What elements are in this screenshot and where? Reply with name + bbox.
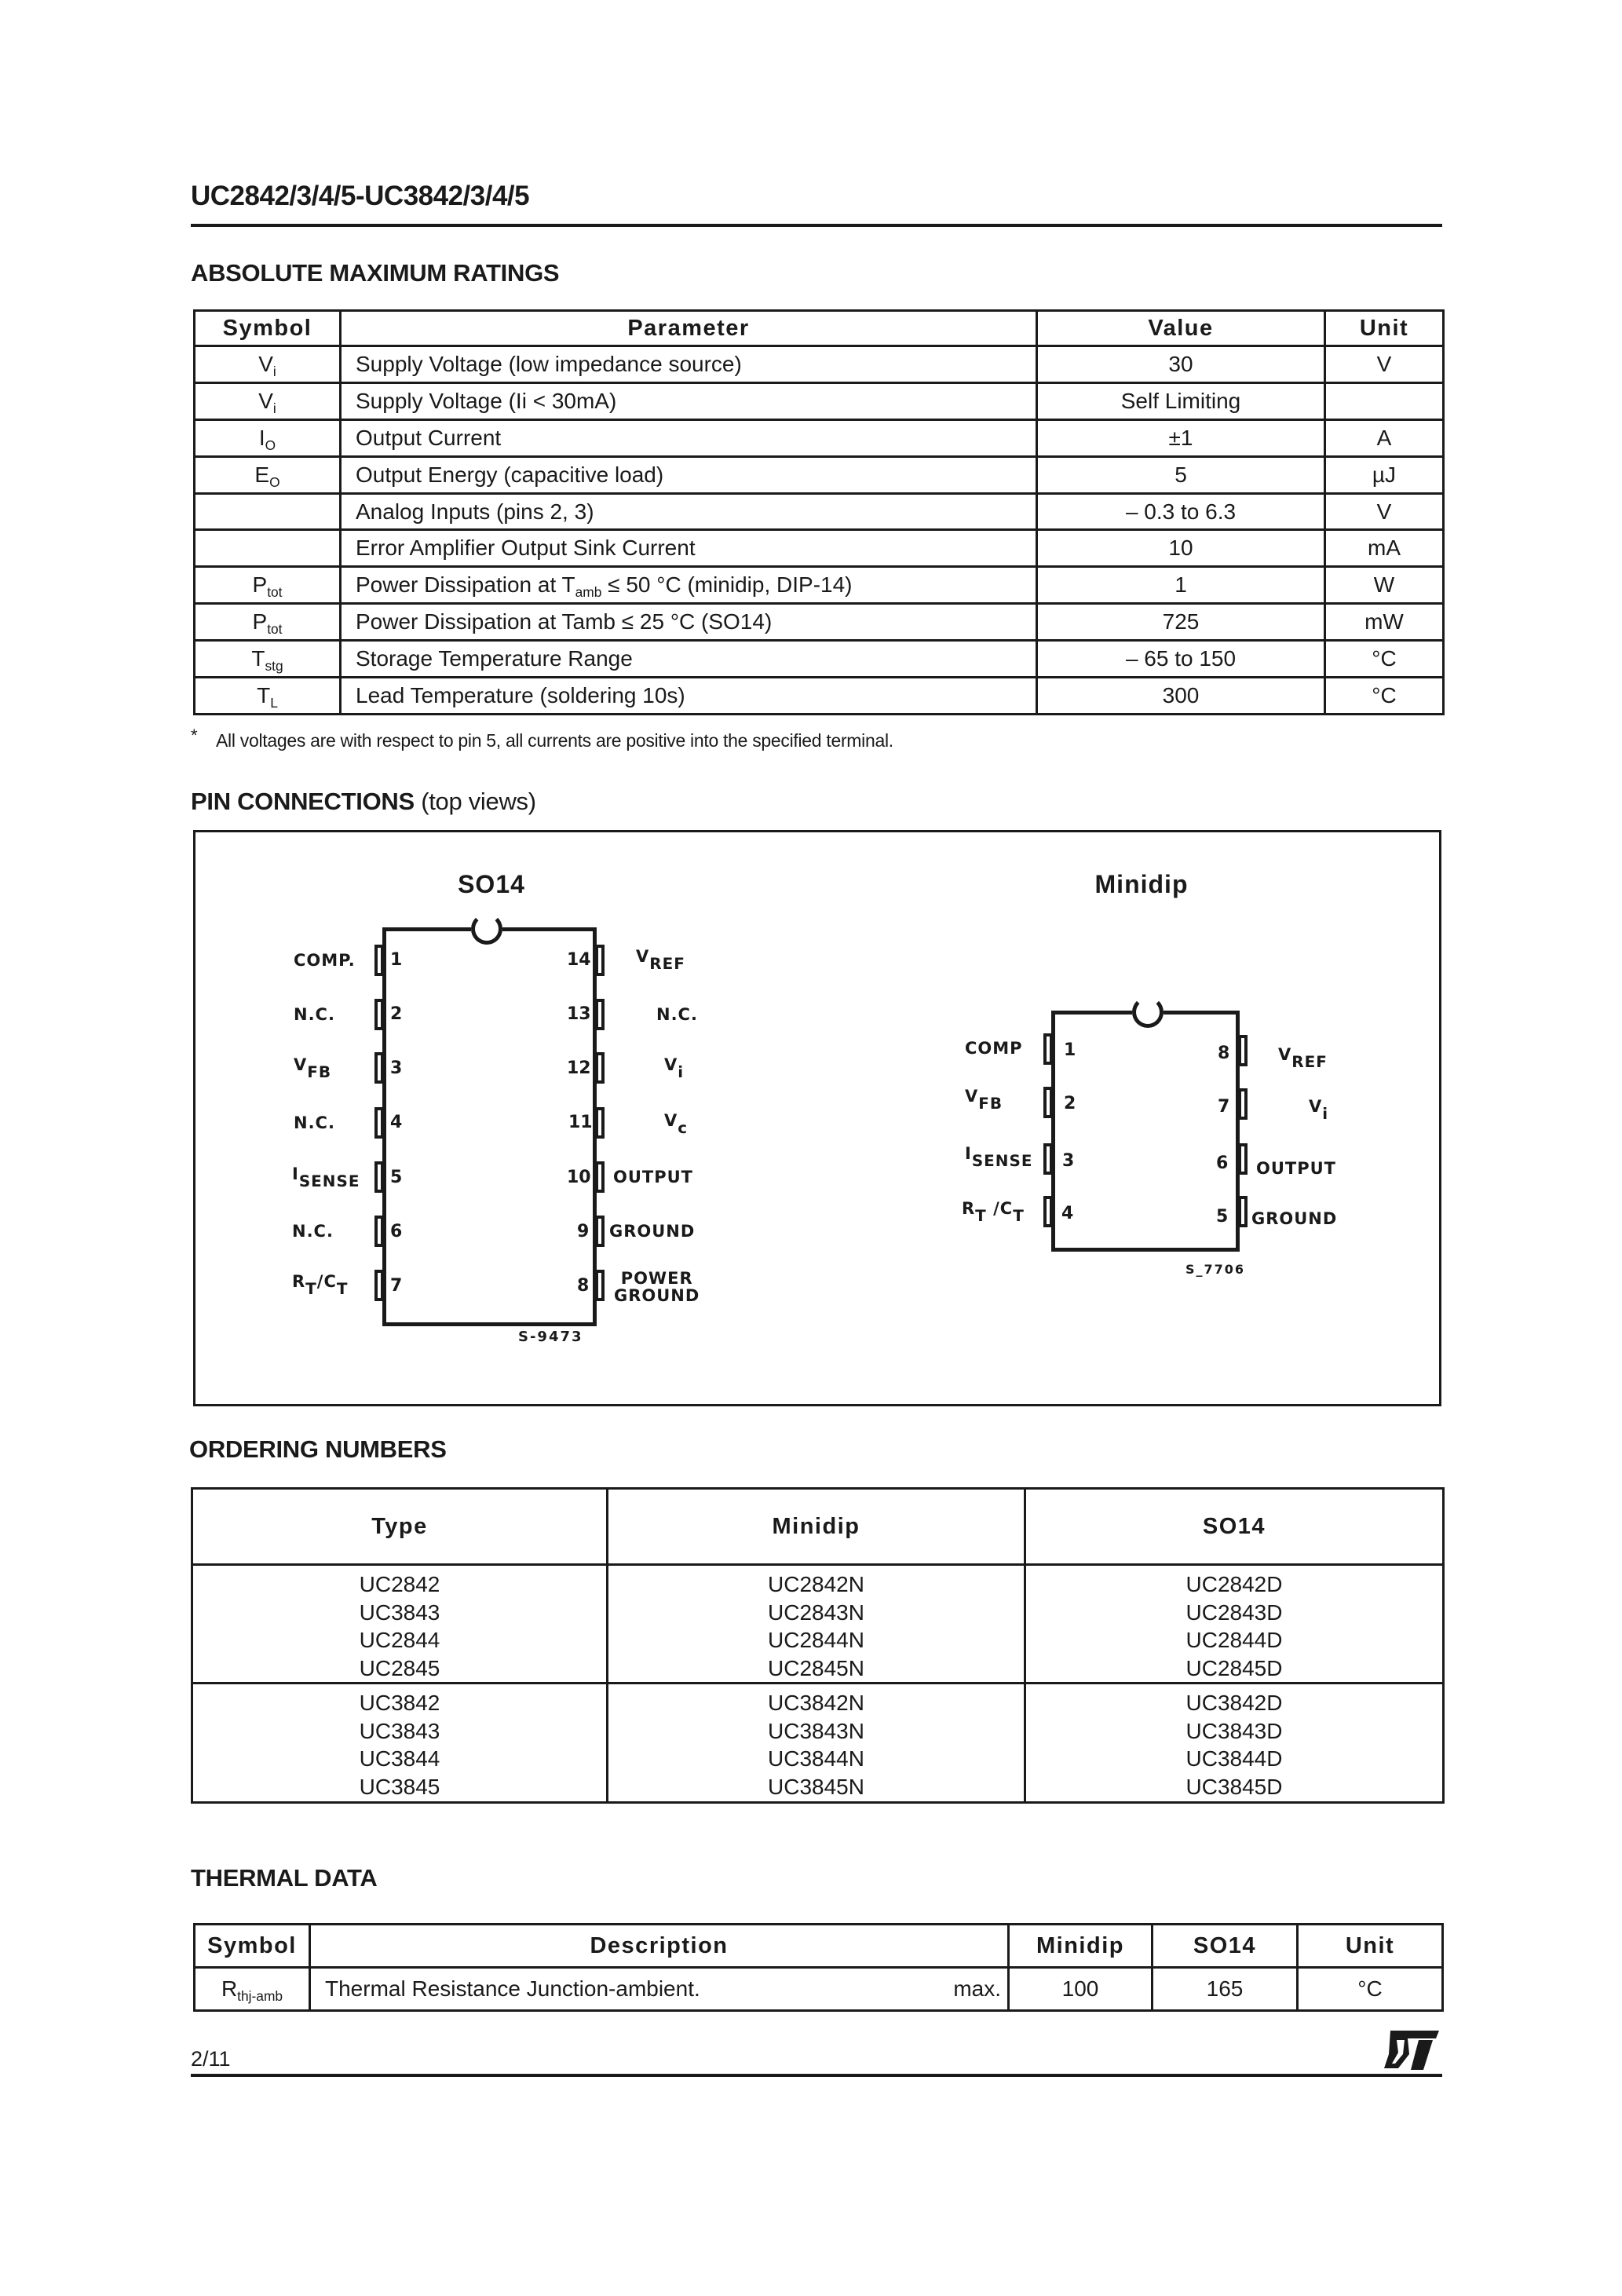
unit-cell: A (1325, 419, 1444, 456)
parameter-cell: Supply Voltage (Ii < 30mA) (341, 382, 1037, 419)
so14-lead (595, 1052, 605, 1084)
part-number: UC2844D (1185, 1628, 1283, 1652)
parameter-cell: Supply Voltage (low impedance source) (341, 346, 1037, 383)
minidip-pin-label-isense: $I_{SENSE}$ (965, 1144, 1033, 1170)
minidip-pin-label-output: OUTPUT (1256, 1159, 1336, 1178)
part-number: UC2845 (359, 1655, 440, 1680)
minidip-lead (1238, 1088, 1248, 1120)
so14-lead (374, 1107, 384, 1139)
so14-lead (595, 1270, 605, 1301)
description-text: Thermal Resistance Junction-ambient. (325, 1976, 700, 2001)
minidip-pin-label-vfb: $V_{FB}$ (965, 1087, 1003, 1113)
description-cell (310, 1968, 1009, 2011)
minidip-lead (1043, 1196, 1053, 1227)
minidip-pin-number: 5 (1216, 1207, 1229, 1227)
so14-lead (595, 945, 605, 976)
value-cell: 5 (1037, 456, 1325, 493)
symbol-cell: $T_{stg}$ (195, 641, 341, 678)
minidip-pin-label-rt-ct: $R_T$ $/C_T$ (962, 1199, 1025, 1225)
parameter-cell: Error Amplifier Output Sink Current (341, 530, 1037, 567)
part-number: UC3843 (359, 1600, 440, 1625)
part-number: UC3843D (1185, 1718, 1283, 1743)
qualifier-text: max. (953, 1976, 1001, 2001)
unit-cell: V (1325, 346, 1444, 383)
unit-cell: mW (1325, 604, 1444, 641)
unit-cell: °C (1325, 641, 1444, 678)
minidip-title: Minidip (1094, 870, 1189, 898)
parameter-cell: Power Dissipation at Tamb ≤ 25 °C (SO14) (341, 604, 1037, 641)
so14-pin-label-vref: $V_{REF}$ (636, 947, 685, 973)
part-number: UC3843 (359, 1718, 440, 1743)
table-row (195, 493, 1444, 530)
minidip-lead (1238, 1196, 1248, 1227)
part-number: UC2842N (768, 1572, 864, 1596)
so14-pin-number: 13 (567, 1004, 591, 1024)
part-number: UC3845N (768, 1774, 864, 1799)
table-header-row (192, 1489, 1444, 1565)
minidip-cell (608, 1684, 1025, 1803)
section-title-pin-connections (191, 788, 536, 816)
column-header: SO14 (1025, 1489, 1444, 1565)
part-number: UC3845 (359, 1774, 440, 1799)
pin-connections-title: PIN CONNECTIONS (191, 788, 415, 815)
so14-pin-label-comp: COMP. (294, 951, 356, 970)
footnote-text: All voltages are with respect to pin 5, all currents are positive into the specified terminal. (216, 730, 893, 751)
minidip-lead (1238, 1035, 1248, 1066)
unit-cell (1325, 382, 1444, 419)
so14-pin-label-vfb: $V_{FB}$ (294, 1055, 332, 1081)
so14-pin-label-vc: $V_c$ (664, 1111, 689, 1137)
column-header: Unit (1298, 1925, 1443, 1968)
pin-connections-subtitle: (top views) (421, 788, 536, 815)
section-title-thermal-data: THERMAL DATA (191, 1864, 378, 1892)
part-number: UC2845N (768, 1655, 864, 1680)
unit-cell: µJ (1325, 456, 1444, 493)
so14-pin-label-nc: N.C. (294, 1005, 335, 1024)
so14-pin-label-isense: $I_{SENSE}$ (292, 1164, 360, 1190)
minidip-lead (1043, 1033, 1053, 1065)
value-cell: Self Limiting (1037, 382, 1325, 419)
part-number: UC2842 (359, 1572, 440, 1596)
so14-pin-label-output: OUTPUT (613, 1168, 693, 1186)
minidip-pin-number: 1 (1064, 1040, 1076, 1060)
symbol-cell (195, 493, 341, 530)
table-row (195, 382, 1444, 419)
symbol-cell: $P_{tot}$ (195, 604, 341, 641)
so14-lead (374, 945, 384, 976)
table-row-group (192, 1684, 1444, 1803)
parameter-cell: Power Dissipation at $T_{amb} \le 50$ °C (minidip, DIP-14) (341, 567, 1037, 604)
parameter-cell: Output Current (341, 419, 1037, 456)
minidip-lead (1043, 1087, 1053, 1118)
so14-pin-number: 1 (390, 950, 403, 970)
footnote-mark: * (191, 726, 198, 745)
so14-pin-number: 10 (567, 1168, 591, 1187)
value-cell: – 65 to 150 (1037, 641, 1325, 678)
type-cell (192, 1565, 608, 1684)
so14-pin-number: 4 (390, 1113, 403, 1132)
so14-pin-label-ground: GROUND (609, 1222, 696, 1241)
so14-notch (471, 913, 502, 945)
ordering-numbers-table (191, 1487, 1445, 1804)
part-number: UC2843N (768, 1600, 864, 1625)
minidip-chip-body (1051, 1011, 1240, 1252)
minidip-figure-code: S_7706 (1185, 1262, 1246, 1277)
minidip-lead (1238, 1143, 1248, 1175)
minidip-pin-number: 6 (1216, 1153, 1229, 1173)
so14-lead (595, 1161, 605, 1193)
part-number: UC2842D (1185, 1572, 1283, 1596)
part-number: UC3844N (768, 1746, 864, 1771)
so14-pin-number: 6 (390, 1222, 403, 1241)
so14-pin-label-nc: N.C. (656, 1005, 698, 1024)
column-header: Type (192, 1489, 608, 1565)
so14-pin-label-nc: N.C. (292, 1222, 334, 1241)
table-row (195, 346, 1444, 383)
unit-cell: W (1325, 567, 1444, 604)
column-header: Symbol (195, 1925, 310, 1968)
value-cell: 300 (1037, 678, 1325, 715)
so14-pin-number: 8 (577, 1276, 590, 1296)
so14-pin-label-vi: $V_i$ (664, 1055, 685, 1081)
header-rule (191, 224, 1442, 227)
so14-pin-number: 11 (568, 1113, 593, 1132)
part-number: UC3843N (768, 1718, 864, 1743)
unit-cell: °C (1298, 1968, 1443, 2011)
minidip-pin-label-comp: COMP (965, 1039, 1023, 1058)
minidip-pin-label-vref: $V_{REF}$ (1278, 1045, 1328, 1071)
unit-cell: °C (1325, 678, 1444, 715)
part-number: UC3842D (1185, 1691, 1283, 1715)
so14-cell (1025, 1684, 1444, 1803)
minidip-pin-label-ground: GROUND (1251, 1209, 1338, 1228)
table-header-row (195, 1925, 1443, 1968)
column-header: Parameter (341, 311, 1037, 346)
symbol-cell (195, 530, 341, 567)
column-header: Value (1037, 311, 1325, 346)
minidip-value-cell: 100 (1009, 1968, 1153, 2011)
parameter-cell: Analog Inputs (pins 2, 3) (341, 493, 1037, 530)
so14-cell (1025, 1565, 1444, 1684)
so14-chip-body (382, 927, 597, 1326)
table-row-group (192, 1565, 1444, 1684)
so14-pin-number: 2 (390, 1004, 403, 1024)
page-number: 2/11 (191, 2047, 231, 2071)
so14-value-cell: 165 (1153, 1968, 1298, 2011)
table-row (195, 1968, 1443, 2011)
so14-pin-label-power-ground: POWER GROUND (614, 1269, 700, 1305)
table-row (195, 419, 1444, 456)
table-row (195, 604, 1444, 641)
table-row (195, 641, 1444, 678)
part-number: UC2844N (768, 1628, 864, 1652)
symbol-cell: $I_O$ (195, 419, 341, 456)
so14-lead (374, 1052, 384, 1084)
so14-lead (374, 1161, 384, 1193)
type-cell (192, 1684, 608, 1803)
part-number: UC2843D (1185, 1600, 1283, 1625)
value-cell: 30 (1037, 346, 1325, 383)
so14-lead (595, 1107, 605, 1139)
so14-pin-label-rt-ct: $R_T/C_T$ (292, 1272, 349, 1298)
section-title-ordering-numbers: ORDERING NUMBERS (189, 1435, 447, 1463)
value-cell: ±1 (1037, 419, 1325, 456)
footer-rule (191, 2074, 1442, 2077)
so14-lead (374, 1270, 384, 1301)
so14-lead (595, 1216, 605, 1247)
table-row (195, 456, 1444, 493)
so14-pin-number: 9 (577, 1222, 590, 1241)
column-header: Symbol (195, 311, 341, 346)
parameter-cell: Output Energy (capacitive load) (341, 456, 1037, 493)
part-number: UC2845D (1185, 1655, 1283, 1680)
so14-lead (595, 999, 605, 1030)
minidip-pin-number: 7 (1218, 1097, 1230, 1117)
part-number: UC3845D (1185, 1774, 1283, 1799)
so14-lead (374, 1216, 384, 1247)
column-header: Description (310, 1925, 1009, 1968)
table-row (195, 530, 1444, 567)
document-title: UC2842/3/4/5-UC3842/3/4/5 (191, 181, 530, 211)
value-cell: 725 (1037, 604, 1325, 641)
so14-pin-number: 3 (390, 1058, 403, 1078)
parameter-cell: Lead Temperature (soldering 10s) (341, 678, 1037, 715)
part-number: UC2844 (359, 1628, 440, 1652)
section-title-absolute-maximum-ratings: ABSOLUTE MAXIMUM RATINGS (191, 259, 560, 287)
column-header: SO14 (1153, 1925, 1298, 1968)
symbol-cell: $R_{thj-amb}$ (195, 1968, 310, 2011)
minidip-pin-number: 3 (1062, 1151, 1075, 1171)
symbol-cell: $V_i$ (195, 346, 341, 383)
absolute-maximum-ratings-table (193, 309, 1445, 715)
st-logo-icon (1384, 2031, 1439, 2070)
so14-pin-label-nc: N.C. (294, 1113, 335, 1132)
so14-pin-number: 12 (567, 1058, 591, 1078)
thermal-data-table (193, 1923, 1444, 2012)
so14-title: SO14 (458, 870, 525, 898)
value-cell: 10 (1037, 530, 1325, 567)
unit-cell: V (1325, 493, 1444, 530)
minidip-cell (608, 1565, 1025, 1684)
minidip-pin-label-vi: $V_i$ (1309, 1097, 1329, 1123)
part-number: UC3844D (1185, 1746, 1283, 1771)
column-header: Minidip (608, 1489, 1025, 1565)
symbol-cell: $T_L$ (195, 678, 341, 715)
table-row (195, 567, 1444, 604)
symbol-cell: $P_{tot}$ (195, 567, 341, 604)
symbol-cell: $E_O$ (195, 456, 341, 493)
parameter-cell: Storage Temperature Range (341, 641, 1037, 678)
value-cell: 1 (1037, 567, 1325, 604)
so14-lead (374, 999, 384, 1030)
so14-pin-number: 14 (567, 950, 591, 970)
value-cell: – 0.3 to 6.3 (1037, 493, 1325, 530)
minidip-notch (1132, 996, 1164, 1028)
table-row (195, 678, 1444, 715)
so14-pin-number: 5 (390, 1168, 403, 1187)
so14-pin-number: 7 (390, 1276, 403, 1296)
column-header: Unit (1325, 311, 1444, 346)
symbol-cell: $V_i$ (195, 382, 341, 419)
part-number: UC3844 (359, 1746, 440, 1771)
minidip-pin-number: 2 (1064, 1094, 1076, 1113)
unit-cell: mA (1325, 530, 1444, 567)
minidip-pin-number: 8 (1218, 1044, 1230, 1063)
so14-figure-code: S-9473 (518, 1329, 583, 1345)
column-header: Minidip (1009, 1925, 1153, 1968)
minidip-lead (1043, 1143, 1053, 1175)
part-number: UC3842N (768, 1691, 864, 1715)
part-number: UC3842 (359, 1691, 440, 1715)
table-header-row (195, 311, 1444, 346)
minidip-pin-number: 4 (1061, 1204, 1074, 1223)
